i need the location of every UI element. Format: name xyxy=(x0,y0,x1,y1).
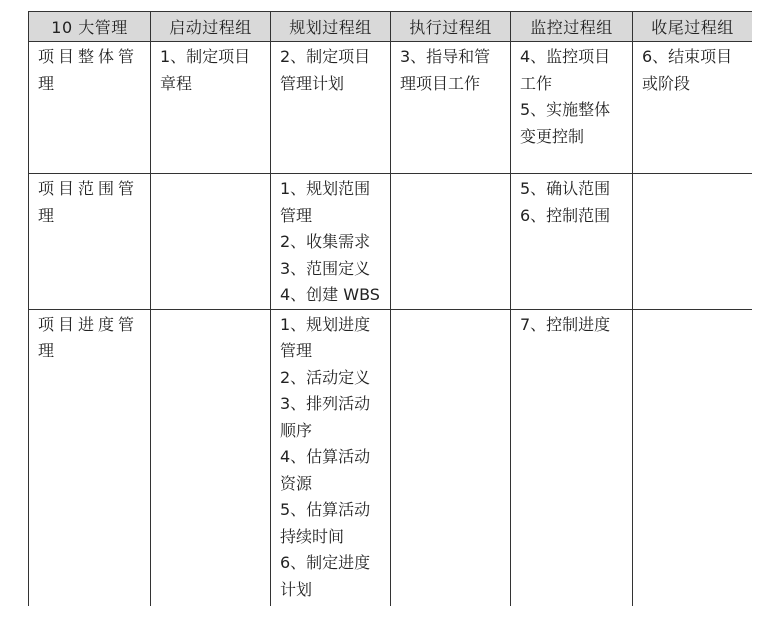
table-header-row xyxy=(29,12,753,42)
cell-monitoring xyxy=(511,42,633,174)
cell-line: 项目整体管 xyxy=(38,47,139,66)
cell-area xyxy=(29,174,151,310)
cell-line: 项目进度管 xyxy=(38,314,139,334)
cell-line: 1、规划范围 xyxy=(280,179,371,198)
cell-initiating xyxy=(151,42,271,174)
header-executing: 执行过程组 xyxy=(391,12,511,42)
cell-line: 管理计划 xyxy=(280,73,345,93)
cell-line: 计划 xyxy=(280,579,313,599)
cell-line: 资源 xyxy=(280,473,313,493)
header-closing: 收尾过程组 xyxy=(633,12,753,42)
cell-planning xyxy=(271,42,391,174)
header-planning: 规划过程组 xyxy=(271,12,391,42)
table-row xyxy=(29,309,753,606)
table-row xyxy=(29,42,753,174)
table-row xyxy=(29,174,753,310)
cell-line: 项目范围管 xyxy=(38,179,139,198)
cell-line: 6、控制范围 xyxy=(520,205,611,225)
cell-line: 7、控制进度 xyxy=(520,314,611,334)
cell-line: 5、确认范围 xyxy=(520,179,611,198)
cell-planning xyxy=(271,309,391,606)
cell-line: 2、收集需求 xyxy=(280,232,371,251)
cell-line: 变更控制 xyxy=(520,126,585,146)
cell-line: 3、范围定义 xyxy=(280,258,371,278)
cell-line: 4、创建 WBS xyxy=(280,285,380,304)
cell-executing xyxy=(391,174,511,310)
cell-line: 5、估算活动 xyxy=(280,500,371,519)
cell-line: 理 xyxy=(38,205,55,225)
cell-area xyxy=(29,309,151,606)
cell-area xyxy=(29,42,151,174)
cell-monitoring xyxy=(511,174,633,310)
cell-line: 理 xyxy=(38,73,55,93)
cell-line: 3、排列活动 xyxy=(280,394,371,413)
cell-line: 6、结束项目 xyxy=(642,47,733,66)
cell-initiating xyxy=(151,309,271,606)
cell-executing xyxy=(391,309,511,606)
cell-closing xyxy=(633,309,753,606)
cell-closing xyxy=(633,42,753,174)
cell-line: 或阶段 xyxy=(642,73,691,93)
cell-line: 6、制定进度 xyxy=(280,553,371,572)
cell-closing xyxy=(633,174,753,310)
cell-line: 5、实施整体 xyxy=(520,100,611,119)
cell-planning xyxy=(271,174,391,310)
cell-line: 3、指导和管 xyxy=(400,47,491,66)
cell-line: 理项目工作 xyxy=(400,73,481,93)
cell-line: 持续时间 xyxy=(280,526,345,546)
process-group-table-container xyxy=(28,11,752,606)
cell-line: 工作 xyxy=(520,73,553,93)
cell-line: 2、制定项目 xyxy=(280,47,371,66)
cell-line: 章程 xyxy=(160,73,193,93)
cell-monitoring xyxy=(511,309,633,606)
header-monitoring: 监控过程组 xyxy=(511,12,633,42)
header-knowledge-area: 10 大管理 xyxy=(29,12,151,42)
cell-line: 顺序 xyxy=(280,420,313,440)
cell-line: 4、估算活动 xyxy=(280,447,371,466)
cell-line: 2、活动定义 xyxy=(280,367,371,387)
cell-line: 4、监控项目 xyxy=(520,47,611,66)
cell-executing xyxy=(391,42,511,174)
cell-line: 理 xyxy=(38,341,55,360)
cell-line: 管理 xyxy=(280,341,313,360)
cell-line: 管理 xyxy=(280,205,313,225)
process-group-table xyxy=(28,11,752,606)
cell-line: 1、制定项目 xyxy=(160,47,251,66)
cell-line: 1、规划进度 xyxy=(280,314,371,334)
cell-initiating xyxy=(151,174,271,310)
header-initiating: 启动过程组 xyxy=(151,12,271,42)
